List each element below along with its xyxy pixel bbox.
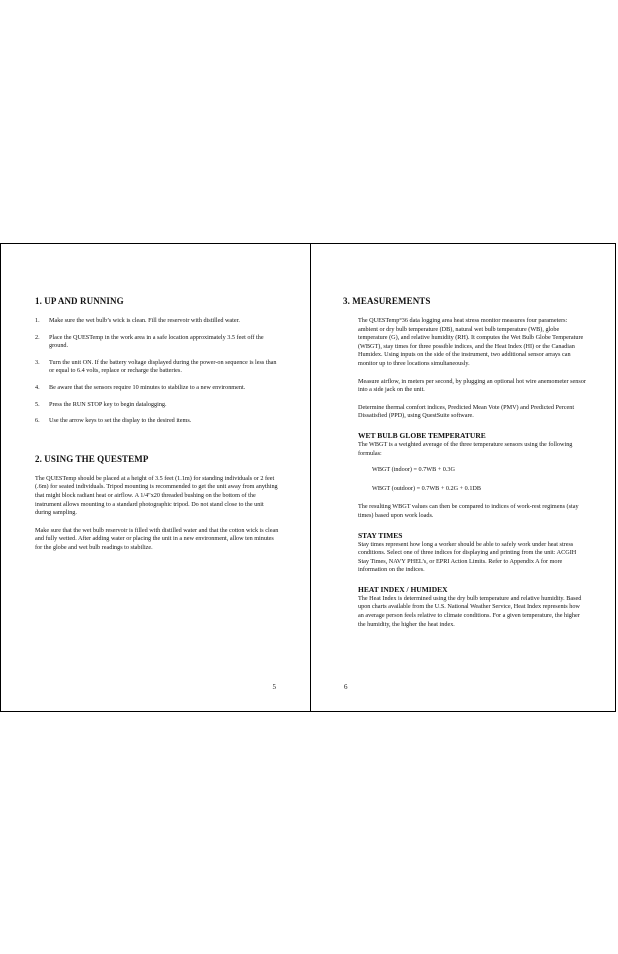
paragraph: The Heat Index is determined using the dry bulb temperature and relative humidity. Based upon charts available from the U.S. National Weather Service, Heat Index represents how an average person feels relative to climate conditions. For a given temperature, the higher the humidity, the higher the heat index. [358,594,582,628]
paragraph: Determine thermal comfort indices, Predicted Mean Vote (PMV) and Predicted Percent Dissatisfied (PPD), using QuestSuite software. [358,403,575,420]
list-item [35,417,280,426]
paragraph: Stay times represent how long a worker should be able to safely work under heat stress conditions. Select one of three indices for displaying and printing from the unit: ACGIH Stay Times, NAVY PHEL’s, or EPRI Action Limits. Refer to Appendix A for more information on the indices. [358,540,577,574]
page-number: 5 [272,683,276,691]
step-number: 2. [35,333,40,341]
paragraph: The WBGT is a weighted average of the three temperature sensors using the following formulas: [358,440,573,457]
section-title-measurements: 3. MEASUREMENTS [343,296,431,306]
paragraph: The resulting WBGT values can then be compared to indices of work-rest regimens (stay times) based upon work loads. [358,503,579,519]
section-using-questemp [35,454,280,553]
setup-steps-list [35,317,280,426]
paragraph: Make sure that the wet bulb reservoir is filled with distilled water and that the cotton wick is clean and fully wetted. After adding water or placing the unit in a new environment, allow ten minutes for the globe and wet bulb readings to stabilize. [35,526,279,551]
right-page [311,244,617,711]
section-title-up-and-running: 1. UP AND RUNNING [35,296,124,306]
list-item [35,359,280,376]
formula-indoor: WBGT (indoor) = 0.7WB + 0.3G [372,466,455,474]
list-item [35,317,280,326]
page-number: 6 [344,683,348,691]
step-text: Be aware that the sensors require 10 minutes to stabilize to a new environment. [49,383,246,391]
step-number: 4. [35,383,40,391]
subheading-stay-times: STAY TIMES [358,530,403,540]
step-number: 6. [35,417,40,425]
step-number: 5. [35,400,40,408]
paragraph: Measure airflow, in meters per second, by plugging an optional hot wire anemometer sensor into a side jack on the unit. [358,377,586,394]
paragraph: The QUESTemp should be placed at a height of 3.5 feet (1.1m) for standing individuals or 2 feet (.6m) for seated individuals. Tripod mounting is recommended to get the unit away from anything that might block radiant heat or airflow. A 1/4"x20 threaded bushing on the bottom of the instrument allows mounting to a standard photographic tripod. Do not stand close to the unit during sampling. [35,474,278,517]
step-number: 1. [35,317,40,324]
section-title-using-questemp: 2. USING THE QUESTEMP [35,453,149,464]
subheading-wbgt: WET BULB GLOBE TEMPERATURE [358,430,486,440]
paragraph: The QUESTemp°36 data logging area heat stress monitor measures four parameters: ambient or dry bulb temperature (DB), natural wet bulb temperature (WB), globe temperature (G), and relative humidity (RH). It computes the Wet Bulb Globe Temperature (WBGT), stay times for three possible indices, and the Heat Index (HI) or the Canadian Humidex. Using inputs on the side of the instrument, two additional sensor arrays can monitor up to three locations simultaneously. [358,317,584,367]
step-text: Place the QUESTemp in the work area in a safe location approximately 3.5 feet off the ground. [49,333,264,350]
subheading-heat-index: HEAT INDEX / HUMIDEX [358,584,448,594]
step-text: Make sure the wet bulb’s wick is clean. Fill the reservoir with distilled water. [49,317,240,324]
manual-spread [0,243,616,712]
formula-outdoor: WBGT (outdoor) = 0.7WB + 0.2G + 0.1DB [372,484,482,492]
measurements-body [343,317,587,629]
step-text: Use the arrow keys to set the display to the desired items. [49,417,192,425]
step-number: 3. [35,358,40,366]
list-item [35,334,280,351]
step-text: Press the RUN STOP key to begin datalogging. [49,400,167,408]
left-page [1,244,310,711]
list-item [35,401,280,410]
list-item [35,384,280,393]
step-text: Turn the unit ON. If the battery voltage displayed during the power-on sequence is less than or equal to 6.4 volts, replace or recharge the batteries. [49,358,277,375]
